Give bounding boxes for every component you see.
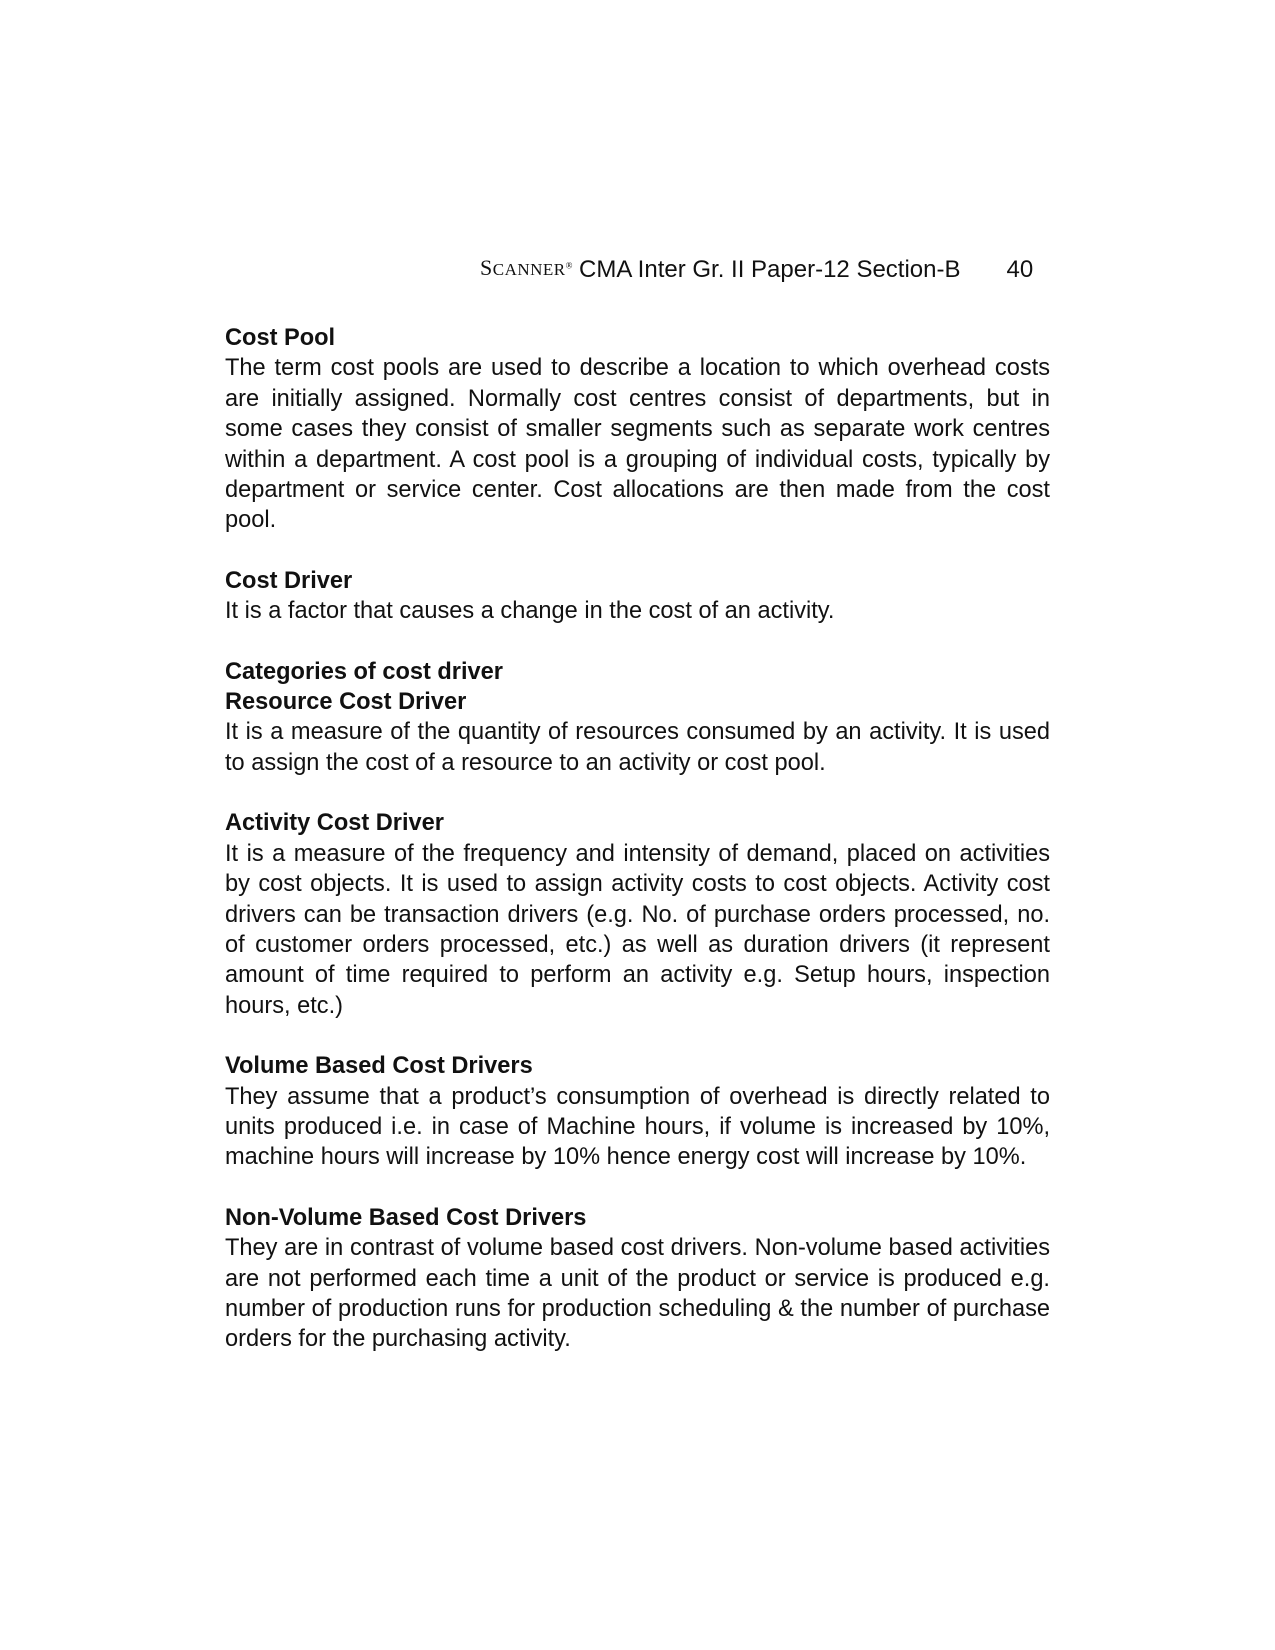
section-text: It is a measure of the frequency and intensity of demand, placed on activities by cost objects. It is used to assign activity costs to cost objects. Activity cost drivers can be transaction drivers (e.g. No. of purchase orders processed, no. of customer orders processed, etc.) as well as duration drivers (it represent amount of time required to perform an activity e.g. Setup hours, inspection hours, etc.) [225, 840, 1050, 1019]
scanner-logo: SCANNER® [480, 255, 573, 280]
section-heading: Cost Pool [225, 325, 336, 351]
section-text: They assume that a product’s consumption of overhead is directly related to units produced i.e. in case of Machine hours, if volume is increased by 10%, machine hours will increase by 10% hence energy cost will increase by 10%. [225, 1083, 1050, 1171]
section-text: They are in contrast of volume based cost drivers. Non-volume based activities are not performed each time a unit of the product or service is produced e.g. number of production runs for production scheduling & the number of purchase orders for the purchasing activity. [225, 1235, 1050, 1353]
section-text: It is a measure of the quantity of resources consumed by an activity. It is used to assign the cost of a resource to an activity or cost pool. [225, 719, 1050, 776]
section-heading: Activity Cost Driver [225, 810, 444, 837]
section-heading: Non-Volume Based Cost Drivers [225, 1204, 587, 1231]
section-text: The term cost pools are used to describe a location to which overhead costs are initially assigned. Normally cost centres consist of departments, but in some cases they consist of smaller segments such as separate work centres within a department. A cost pool is a grouping of individual costs, typically by department or service center. Cost allocations are then made from the cost pool. [225, 355, 1050, 534]
section-heading: Cost Driver [225, 567, 353, 594]
section-volume-based-cost-drivers [225, 1051, 1050, 1173]
page-body [225, 323, 1050, 1385]
section-subheading: Resource Cost Driver [225, 689, 467, 716]
section-heading: Categories of cost driver [225, 658, 503, 685]
running-header [480, 256, 1050, 286]
section-cost-driver [225, 566, 1050, 627]
header-title: CMA Inter Gr. II Paper-12 Section-B [579, 256, 961, 283]
section-text: It is a factor that causes a change in the cost of an activity. [225, 598, 835, 625]
registered-mark: ® [565, 260, 573, 271]
section-activity-cost-driver [225, 808, 1050, 1021]
section-categories-of-cost-driver [225, 657, 1050, 779]
section-cost-pool [225, 323, 1050, 536]
section-non-volume-based-cost-drivers [225, 1203, 1050, 1355]
section-heading: Volume Based Cost Drivers [225, 1053, 533, 1080]
page-number: 40 [1006, 256, 1034, 283]
